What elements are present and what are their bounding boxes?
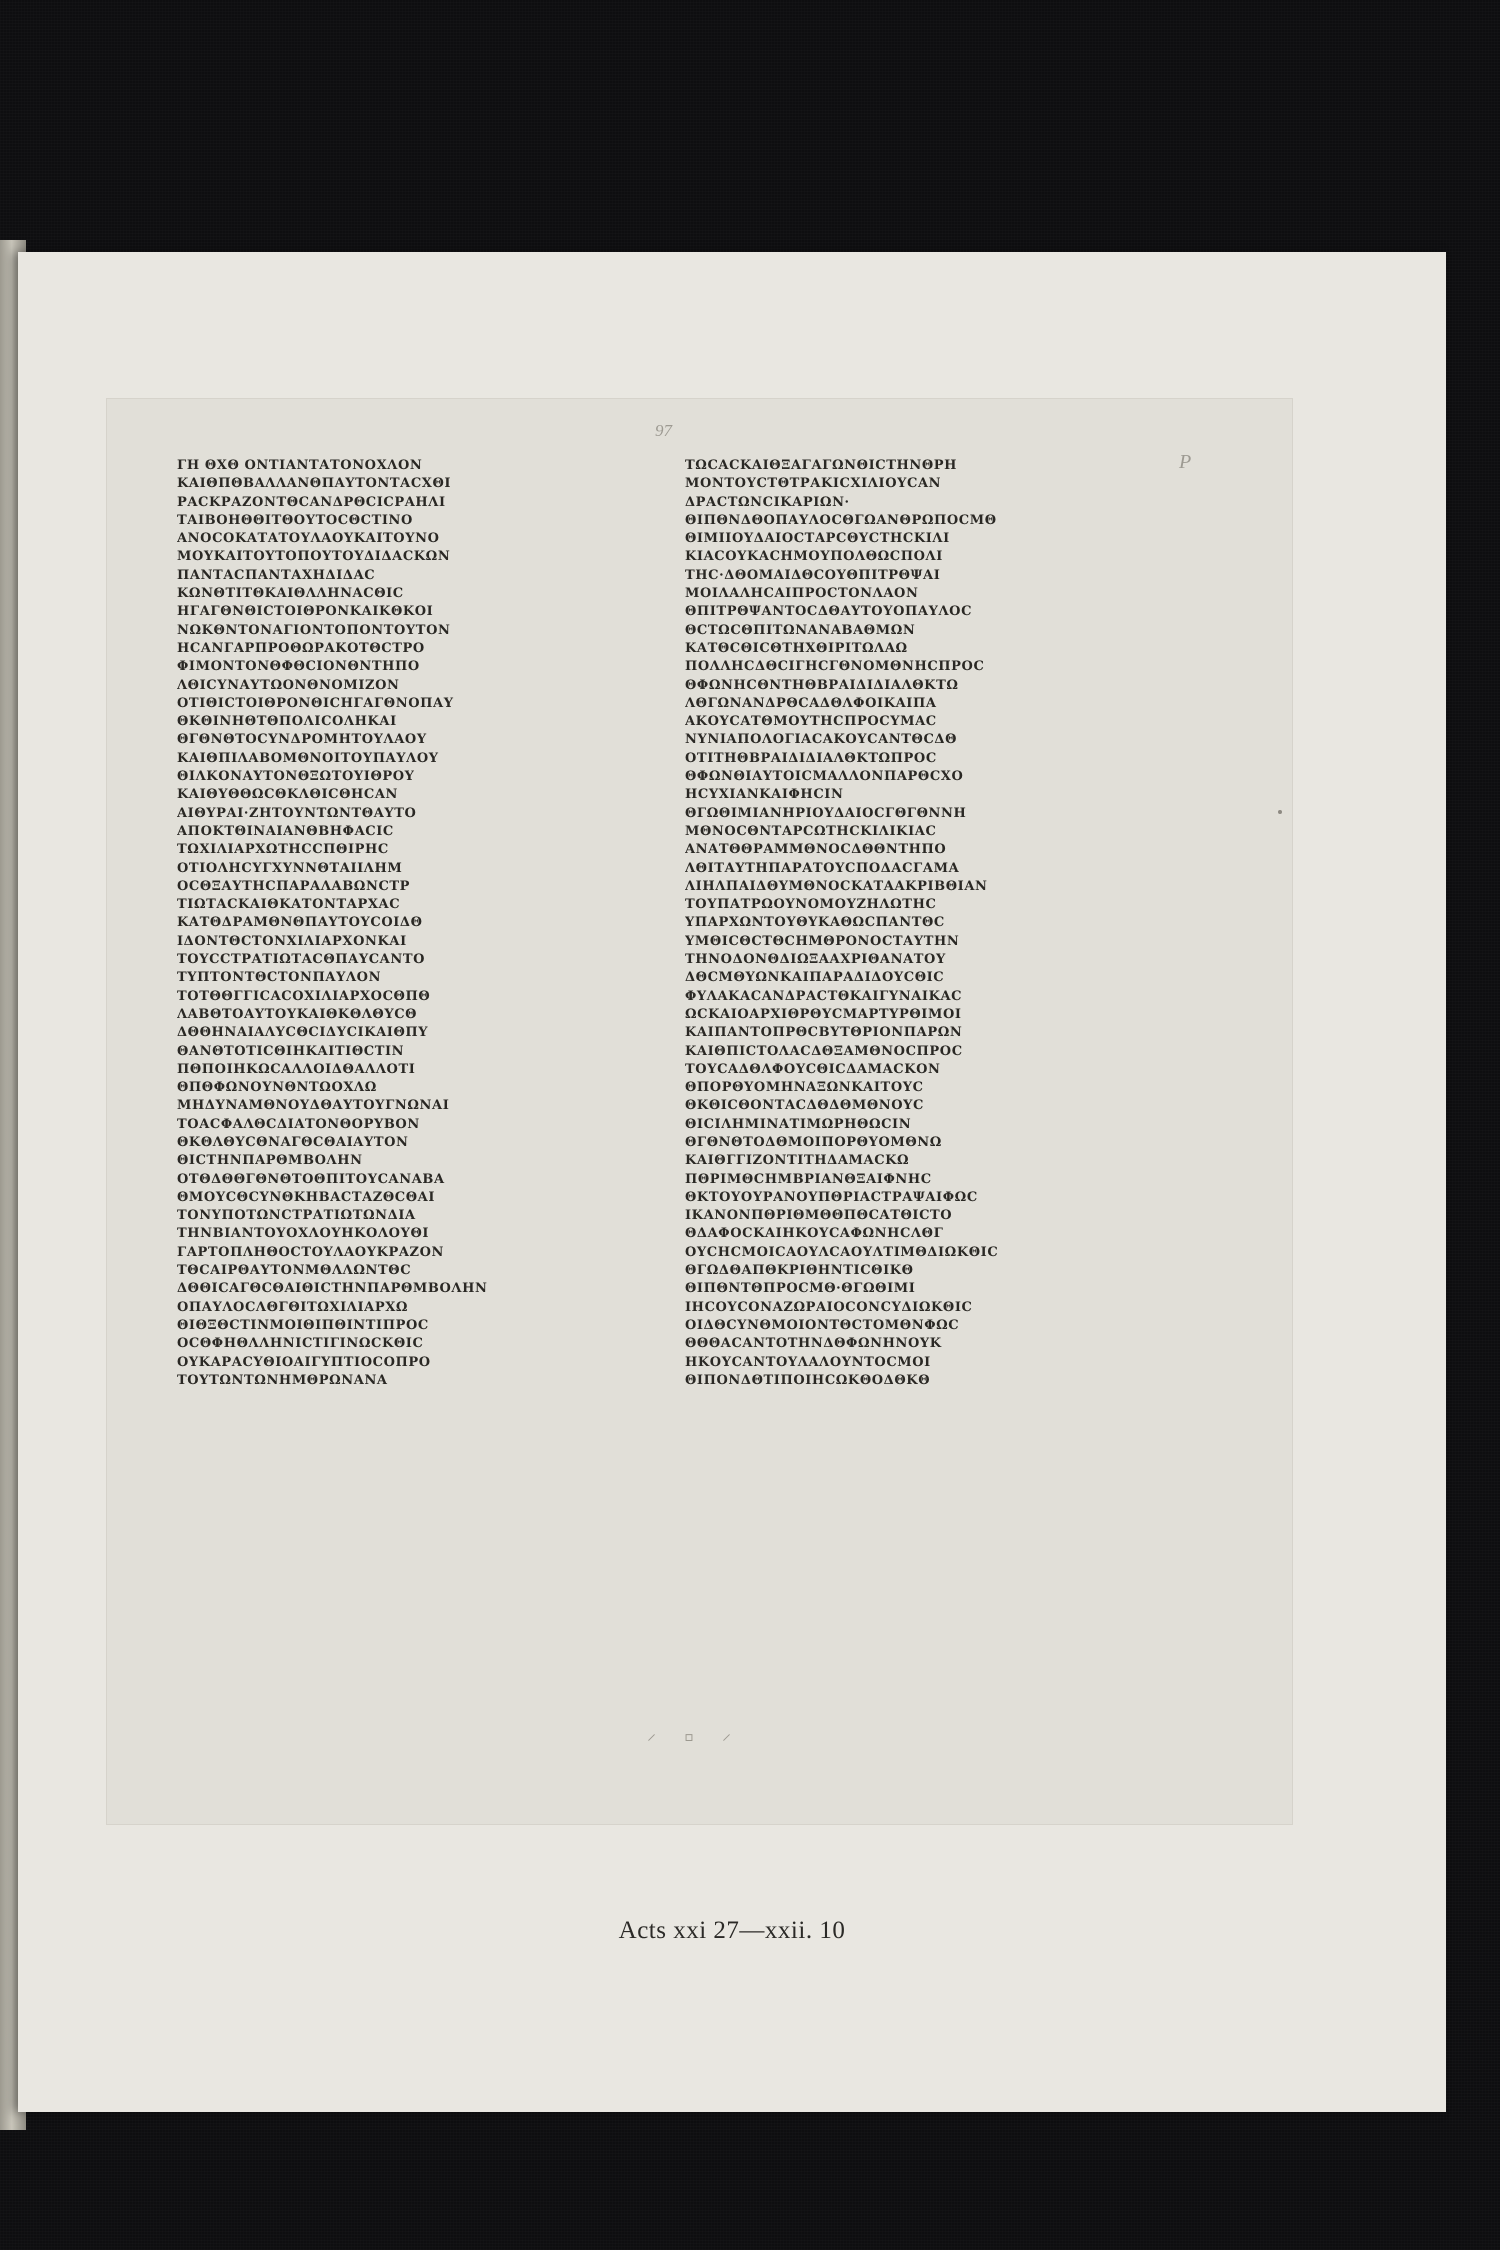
manuscript-line: ΘϹΤΩϹΘΠΙΤΩΝΑΝΑΒΑΘΜΩΝ bbox=[685, 622, 916, 638]
manuscript-line: ΟΥϹΗϹΜΟΙϹΑΟΥΛϹΑΟΥΛΤΙΜΘΔΙΩΚΘΙϹ bbox=[685, 1244, 999, 1260]
manuscript-line: ΤΩϹΑϹΚΑΙΘΞΑΓΑΓΩΝΘΙϹΤΗΝΘΡΗ bbox=[685, 458, 958, 473]
manuscript-line: ΘΓΘΝΘΤΟϹΥΝΔΡΟΜΗΤΟΥΛΑΟΥ bbox=[177, 732, 427, 748]
manuscript-line: ΘΦΩΝΗϹΘΝΤΗΘΒΡΑΙΔΙΔΙΑΛΘΚΤΩ bbox=[685, 677, 959, 693]
manuscript-line: ΦΥΛΑΚΑϹΑΝΔΡΑϹΤΘΚΑΙΓΥΝΑΙΚΑϹ bbox=[685, 988, 963, 1004]
manuscript-line: ΤΗΝΟΔΟΝΘΔΙΩΞΑΑΧΡΙΘΑΝΑΤΟΥ bbox=[685, 952, 946, 968]
manuscript-line: ΘΠΟΡΘΥΟΜΗΝΑΞΩΝΚΑΙΤΟΥϹ bbox=[685, 1080, 924, 1096]
manuscript-line: ΑΝΟϹΟΚΑΤΑΤΟΥΛΑΟΥΚΑΙΤΟΥΝΟ bbox=[177, 531, 440, 547]
manuscript-line: ΠΑΝΤΑϹΠΑΝΤΑΧΗΔΙΔΑϹ bbox=[177, 567, 376, 583]
manuscript-line: ΘΓΩΔΘΑΠΘΚΡΙΘΗΝΤΙϹΘΙΚΘ bbox=[685, 1263, 914, 1279]
manuscript-line: ΘΙΛΚΟΝΑΥΤΟΝΘΞΩΤΟΥΙΘΡΟΥ bbox=[177, 769, 415, 785]
manuscript-line: ΟΙΔΘϹΥΝΘΜΟΙΟΝΤΘϹΤΟΜΘΝΦΩϹ bbox=[685, 1317, 960, 1333]
manuscript-line: ΝΥΝΙΑΠΟΛΟΓΙΑϹΑΚΟΥϹΑΝΤΘϹΔΘ bbox=[685, 732, 958, 748]
manuscript-line: ΤΟΥϹϹΤΡΑΤΙΩΤΑϹΘΠΑΥϹΑΝΤΟ bbox=[177, 952, 426, 968]
manuscript-line: ΔΘϹΜΘΥΩΝΚΑΙΠΑΡΑΔΙΔΟΥϹΘΙϹ bbox=[685, 970, 945, 986]
folio-mark-right: P bbox=[1179, 451, 1192, 473]
manuscript-line: ΘΔΑΦΟϹΚΑΙΗΚΟΥϹΑΦΩΝΗϹΛΘΓ bbox=[685, 1226, 944, 1242]
manuscript-plate bbox=[106, 398, 1293, 1825]
manuscript-line: ΘΙΠΘΝΔΘΟΠΑΥΛΟϹΘΓΩΑΝΘΡΩΠΟϹΜΘ bbox=[685, 512, 997, 528]
manuscript-line: ΘΚΤΟΥΟΥΡΑΝΟΥΠΘΡΙΑϹΤΡΑΨΑΙΦΩϹ bbox=[685, 1189, 978, 1205]
manuscript-line: ΘΙΘΞΘϹΤΙΝΜΟΙΘΙΠΘΙΝΤΙΠΡΟϹ bbox=[177, 1317, 429, 1333]
manuscript-line: ΜΗΔΥΝΑΜΘΝΟΥΔΘΑΥΤΟΥΓΝΩΝΑΙ bbox=[177, 1098, 450, 1114]
manuscript-line: ΗΚΟΥϹΑΝΤΟΥΛΑΛΟΥΝΤΟϹΜΟΙ bbox=[685, 1354, 931, 1370]
plate-caption: Acts xxi 27—xxii. 10 bbox=[618, 1917, 846, 1944]
manuscript-line: ΘΠΘΦΩΝΟΥΝΘΝΤΩΟΧΛΩ bbox=[177, 1080, 377, 1096]
left-text-column bbox=[177, 457, 607, 1390]
shelf-mark: ⸍ ⸋ ⸍ bbox=[647, 1731, 743, 1751]
manuscript-line: ΘΙΠΘΝΤΘΠΡΟϹΜΘ·ΘΓΩΘΙΜΙ bbox=[685, 1281, 916, 1297]
manuscript-line: ΟϹΘΞΑΥΤΗϹΠΑΡΑΛΑΒΩΝϹΤΡ bbox=[177, 878, 411, 894]
manuscript-line: ΟϹΘΦΗΘΛΛΗΝΙϹΤΙΓΙΝΩϹΚΘΙϹ bbox=[177, 1336, 424, 1352]
manuscript-line: ΠΘΡΙΜΘϹΗΜΒΡΙΑΝΘΞΑΙΦΝΗϹ bbox=[685, 1171, 932, 1187]
manuscript-line: ΘΚΘΙϹΘΟΝΤΑϹΔΘΔΘΜΘΝΟΥϹ bbox=[685, 1098, 924, 1114]
manuscript-line: ΠΘΠΟΙΗΚΩϹΑΛΛΟΙΔΘΑΛΛΟΤΙ bbox=[177, 1061, 416, 1077]
manuscript-line: ΟΥΚΑΡΑϹΥΘΙΟΑΙΓΥΠΤΙΟϹΟΠΡΟ bbox=[177, 1354, 431, 1370]
manuscript-line: ΑΚΟΥϹΑΤΘΜΟΥΤΗϹΠΡΟϹΥΜΑϹ bbox=[685, 714, 937, 730]
manuscript-line: ΤΟΥΤΩΝΤΩΝΗΜΘΡΩΝΑΝΑ bbox=[177, 1372, 388, 1388]
manuscript-line: ΚΑΙΘΥΘΘΩϹΘΚΛΘΙϹΘΗϹΑΝ bbox=[177, 787, 399, 803]
manuscript-line: ΠΟΛΛΗϹΔΘϹΙΓΗϹΓΘΝΟΜΘΝΗϹΠΡΟϹ bbox=[685, 659, 985, 675]
manuscript-line: ΘΚΘΙΝΗΘΤΘΠΟΛΙϹΟΛΗΚΑΙ bbox=[177, 714, 397, 730]
manuscript-line: ΓΗ ΘΧΘ ΟΝΤΙΑΝΤΑΤΟΝΟΧΛΟΝ bbox=[177, 458, 423, 473]
manuscript-line: ΤΟΥϹΑΔΘΛΦΟΥϹΘΙϹΔΑΜΑϹΚΟΝ bbox=[685, 1061, 941, 1077]
manuscript-line: ΘΘΘΑϹΑΝΤΟΤΗΝΔΘΦΩΝΗΝΟΥΚ bbox=[685, 1336, 942, 1352]
manuscript-line: ΘΙΠΟΝΔΘΤΙΠΟΙΗϹΩΚΘΟΔΘΚΘ bbox=[685, 1372, 931, 1388]
manuscript-line: ΘΑΝΘΤΟΤΙϹΘΙΗΚΑΙΤΙΘϹΤΙΝ bbox=[177, 1043, 405, 1059]
manuscript-line: ΘΓΘΝΘΤΟΔΘΜΟΙΠΟΡΘΥΟΜΘΝΩ bbox=[685, 1134, 942, 1150]
manuscript-line: ΚΑΙΘΠΙΛΑΒΟΜΘΝΟΙΤΟΥΠΑΥΛΟΥ bbox=[177, 750, 439, 766]
manuscript-line: ΑΝΑΤΘΘΡΑΜΜΘΝΟϹΔΘΘΝΤΗΠΟ bbox=[685, 842, 947, 858]
manuscript-line: ΚΑΙΘΠΘΒΑΛΛΑΝΘΠΑΥΤΟΝΤΑϹΧΘΙ bbox=[177, 476, 452, 492]
right-text-column bbox=[685, 457, 1115, 1390]
manuscript-line: ΤΟΝΥΠΟΤΩΝϹΤΡΑΤΙΩΤΩΝΔΙΑ bbox=[177, 1208, 416, 1224]
manuscript-line: ΘΦΩΝΘΙΑΥΤΟΙϹΜΑΛΛΟΝΠΑΡΘϹΧΟ bbox=[685, 769, 964, 785]
manuscript-line: ΤΗϹ·ΔΘΟΜΑΙΔΘϹΟΥΘΠΙΤΡΘΨΑΙ bbox=[685, 567, 941, 583]
manuscript-line: ΤΥΠΤΟΝΤΘϹΤΟΝΠΑΥΛΟΝ bbox=[177, 970, 382, 986]
manuscript-line: ΟΠΑΥΛΟϹΛΘΓΘΙΤΩΧΙΛΙΑΡΧΩ bbox=[177, 1299, 409, 1315]
manuscript-line: ΗΓΑΓΘΝΘΙϹΤΟΙΘΡΟΝΚΑΙΚΘΚΟΙ bbox=[177, 604, 434, 620]
manuscript-line: ΘΚΘΛΘΥϹΘΝΑΓΘϹΘΑΙΑΥΤΟΝ bbox=[177, 1134, 409, 1150]
manuscript-line: ΑΙΘΥΡΑΙ·ΖΗΤΟΥΝΤΩΝΤΘΑΥΤΟ bbox=[177, 805, 417, 821]
manuscript-line: ΤΟΑϹΦΑΛΘϹΔΙΑΤΟΝΘΟΡΥΒΟΝ bbox=[177, 1116, 420, 1132]
manuscript-line: ΜΘΝΟϹΘΝΤΑΡϹΩΤΗϹΚΙΛΙΚΙΑϹ bbox=[685, 823, 937, 839]
manuscript-line: ΘΜΟΥϹΘϹΥΝΘΚΗΒΑϹΤΑΖΘϹΘΑΙ bbox=[177, 1189, 436, 1205]
manuscript-line: ΛΘΙΤΑΥΤΗΠΑΡΑΤΟΥϹΠΟΔΑϹΓΑΜΑ bbox=[685, 860, 960, 876]
manuscript-line: ΤΑΙΒΟΗΘΘΙΤΘΟΥΤΟϹΘϹΤΙΝΟ bbox=[177, 512, 413, 528]
manuscript-line: ΚΑΙΘΠΙϹΤΟΛΑϹΔΘΞΑΜΘΝΟϹΠΡΟϹ bbox=[685, 1043, 963, 1059]
manuscript-line: ΙΔΟΝΤΘϹΤΟΝΧΙΛΙΑΡΧΟΝΚΑΙ bbox=[177, 933, 407, 949]
manuscript-line: ΔΘΘΙϹΑΓΘϹΘΑΙΘΙϹΤΗΝΠΑΡΘΜΒΟΛΗΝ bbox=[177, 1281, 488, 1297]
manuscript-line: ΚΑΙΘΓΓΙΖΟΝΤΙΤΗΔΑΜΑϹΚΩ bbox=[685, 1153, 910, 1169]
manuscript-line: ΗϹΑΝΓΑΡΠΡΟΘΩΡΑΚΟΤΘϹΤΡΟ bbox=[177, 640, 425, 656]
folio-number: 97 bbox=[655, 421, 672, 440]
manuscript-line: ΟΤΙΘΙϹΤΟΙΘΡΟΝΘΙϹΗΓΑΓΘΝΟΠΑΥ bbox=[177, 695, 454, 711]
manuscript-line: ΘΙϹΙΛΗΜΙΝΑΤΙΜΩΡΗΘΩϹΙΝ bbox=[685, 1116, 912, 1132]
manuscript-line: ΤΩΧΙΛΙΑΡΧΩΤΗϹϹΠΘΙΡΗϹ bbox=[177, 842, 389, 858]
manuscript-line: ΚΑΤΘϹΘΙϹΘΤΗΧΘΙΡΙΤΩΛΑΩ bbox=[685, 640, 908, 656]
manuscript-line: ΤΟΥΠΑΤΡΩΟΥΝΟΜΟΥΖΗΛΩΤΗϹ bbox=[685, 897, 937, 913]
manuscript-line: ΘΓΩΘΙΜΙΑΝΗΡΙΟΥΔΑΙΟϹΓΘΓΘΝΝΗ bbox=[685, 805, 967, 821]
manuscript-line: ΑΠΟΚΤΘΙΝΑΙΑΝΘΒΗΦΑϹΙϹ bbox=[177, 823, 394, 839]
manuscript-line: ΚΑΤΘΔΡΑΜΘΝΘΠΑΥΤΟΥϹΟΙΔΘ bbox=[177, 915, 423, 931]
manuscript-line: ΥΠΑΡΧΩΝΤΟΥΘΥΚΑΘΩϹΠΑΝΤΘϹ bbox=[685, 915, 945, 931]
page-speck bbox=[1278, 810, 1282, 814]
manuscript-line: ΓΑΡΤΟΠΛΗΘΟϹΤΟΥΛΑΟΥΚΡΑΖΟΝ bbox=[177, 1244, 445, 1260]
manuscript-line: ΜΟΝΤΟΥϹΤΘΤΡΑΚΙϹΧΙΛΙΟΥϹΑΝ bbox=[685, 476, 942, 492]
manuscript-line: ΤΟΤΘΘΓΓΙϹΑϹΟΧΙΛΙΑΡΧΟϹΘΠΘ bbox=[177, 988, 431, 1004]
manuscript-line: ΛΑΒΘΤΟΑΥΤΟΥΚΑΙΘΚΘΛΘΥϹΘ bbox=[177, 1006, 418, 1022]
manuscript-line: ΤΙΩΤΑϹΚΑΙΘΚΑΤΟΝΤΑΡΧΑϹ bbox=[177, 897, 401, 913]
manuscript-line: ΘΙΜΙΙΟΥΔΑΙΟϹΤΑΡϹΘΥϹΤΗϹΚΙΛΙ bbox=[685, 531, 950, 547]
manuscript-line: ΦΙΜΟΝΤΟΝΘΦΘϹΙΟΝΘΝΤΗΠΟ bbox=[177, 659, 420, 675]
manuscript-line: ΜΟΥΚΑΙΤΟΥΤΟΠΟΥΤΟΥΔΙΔΑϹΚΩΝ bbox=[177, 549, 451, 565]
manuscript-line: ΚΩΝΘΤΙΤΘΚΑΙΘΛΛΗΝΑϹΘΙϹ bbox=[177, 586, 404, 602]
manuscript-line: ΛΘΓΩΝΑΝΔΡΘϹΑΔΘΛΦΟΙΚΑΙΠΑ bbox=[685, 695, 937, 711]
manuscript-line: ΟΤΙΟΛΗϹΥΓΧΥΝΝΘΤΑΙΙΛΗΜ bbox=[177, 860, 403, 876]
manuscript-line: ΛΙΗΛΠΑΙΔΘΥΜΘΝΟϹΚΑΤΑΑΚΡΙΒΘΙΑΝ bbox=[685, 878, 988, 894]
manuscript-line: ΜΟΙΛΑΛΗϹΑΙΠΡΟϹΤΟΝΛΑΟΝ bbox=[685, 586, 919, 602]
manuscript-line: ΙΚΑΝΟΝΠΘΡΙΘΜΘΘΠΘϹΑΤΘΙϹΤΟ bbox=[685, 1208, 953, 1224]
manuscript-line: ΡΑϹΚΡΑΖΟΝΤΘϹΑΝΔΡΘϹΙϹΡΑΗΛΙ bbox=[177, 494, 446, 510]
manuscript-line: ΘΠΙΤΡΘΨΑΝΤΟϹΔΘΑΥΤΟΥΟΠΑΥΛΟϹ bbox=[685, 604, 973, 620]
manuscript-line: ΥΜΘΙϹΘϹΤΘϹΗΜΘΡΟΝΟϹΤΑΥΤΗΝ bbox=[685, 933, 960, 949]
book-page bbox=[18, 252, 1446, 2112]
manuscript-line: ΚΑΙΠΑΝΤΟΠΡΘϹΒΥΤΘΡΙΟΝΠΑΡΩΝ bbox=[685, 1025, 963, 1041]
manuscript-line: ΔΘΘΗΝΑΙΑΛΥϹΘϹΙΔΥϹΙΚΑΙΘΠΥ bbox=[177, 1025, 429, 1041]
manuscript-line: ΟΤΘΔΘΘΓΘΝΘΤΟΘΠΙΤΟΥϹΑΝΑΒΑ bbox=[177, 1171, 445, 1187]
manuscript-line: ΩϹΚΑΙΟΑΡΧΙΘΡΘΥϹΜΑΡΤΥΡΘΙΜΟΙ bbox=[685, 1006, 962, 1022]
manuscript-line: ΚΙΑϹΟΥΚΑϹΗΜΟΥΠΟΛΘΩϹΠΟΛΙ bbox=[685, 549, 943, 565]
manuscript-line: ΟΤΙΤΗΘΒΡΑΙΔΙΔΙΑΛΘΚΤΩΠΡΟϹ bbox=[685, 750, 937, 766]
manuscript-line: ΛΘΙϹΥΝΑΥΤΩΟΝΘΝΟΜΙΖΟΝ bbox=[177, 677, 400, 693]
manuscript-line: ΝΩΚΘΝΤΟΝΑΓΙΟΝΤΟΠΟΝΤΟΥΤΟΝ bbox=[177, 622, 451, 638]
manuscript-line: ΔΡΑϹΤΩΝϹΙΚΑΡΙΩΝ· bbox=[685, 494, 850, 510]
manuscript-line: ΘΙϹΤΗΝΠΑΡΘΜΒΟΛΗΝ bbox=[177, 1153, 363, 1169]
manuscript-line: ΗϹΥΧΙΑΝΚΑΙΦΗϹΙΝ bbox=[685, 787, 844, 803]
manuscript-line: ΙΗϹΟΥϹΟΝΑΖΩΡΑΙΟϹΟΝϹΥΔΙΩΚΘΙϹ bbox=[685, 1299, 973, 1315]
manuscript-line: ΤΗΝΒΙΑΝΤΟΥΟΧΛΟΥΗΚΟΛΟΥΘΙ bbox=[177, 1226, 430, 1242]
manuscript-line: ΤΘϹΑΙΡΘΑΥΤΟΝΜΘΛΛΩΝΤΘϹ bbox=[177, 1263, 412, 1279]
